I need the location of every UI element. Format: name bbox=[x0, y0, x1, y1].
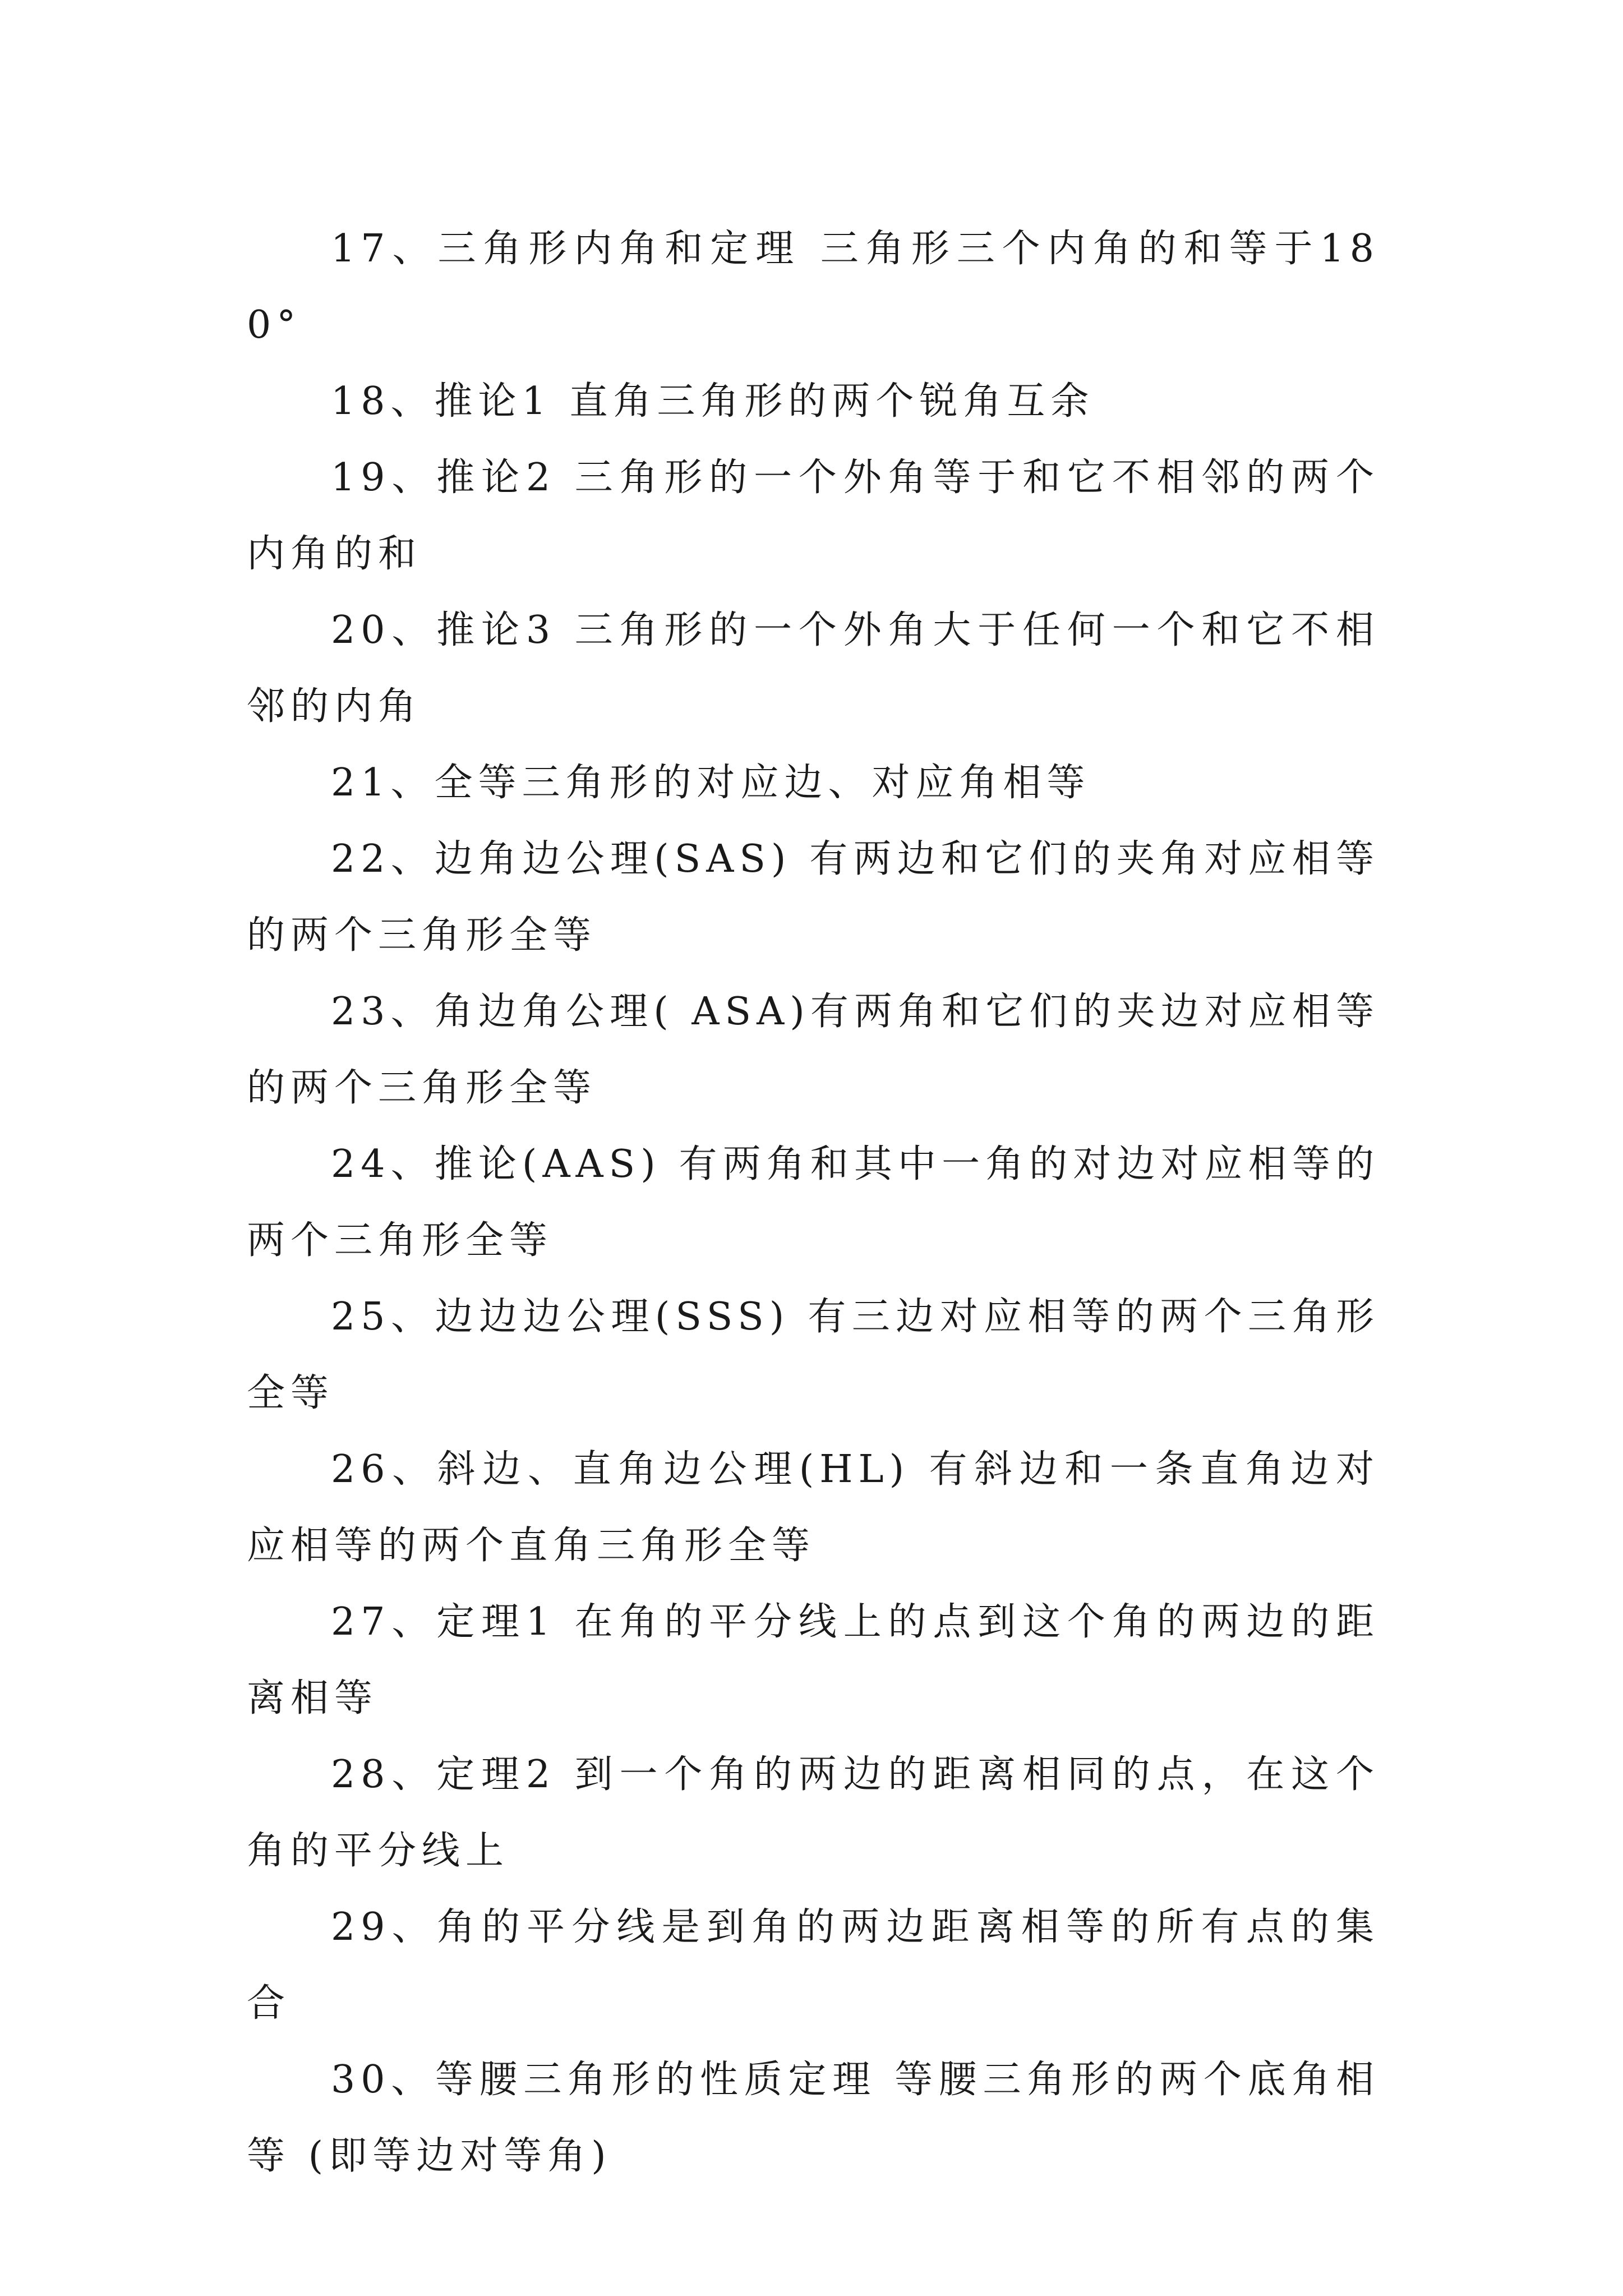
paragraph-18: 18、推论1 直角三角形的两个锐角互余 bbox=[331, 379, 1095, 424]
paragraph-30: 30、等腰三角形的性质定理 等腰三角形的两个底角相等 (即等边对等角) bbox=[247, 2058, 1380, 2178]
paragraph-17: 17、三角形内角和定理 三角形三个内角的和等于180° bbox=[247, 227, 1380, 347]
paragraph-19: 19、推论2 三角形的一个外角等于和它不相邻的两个内角的和 bbox=[247, 455, 1380, 576]
paragraph-28: 28、定理2 到一个角的两边的距离相同的点，在这个角的平分线上 bbox=[247, 1752, 1380, 1873]
paragraph-26: 26、斜边、直角边公理(HL) 有斜边和一条直角边对应相等的两个直角三角形全等 bbox=[247, 1447, 1380, 1568]
paragraph-29: 29、角的平分线是到角的两边距离相等的所有点的集合 bbox=[247, 1905, 1380, 2026]
paragraph-27: 27、定理1 在角的平分线上的点到这个角的两边的距离相等 bbox=[247, 1600, 1380, 1720]
paragraph-22: 22、边角边公理(SAS) 有两边和它们的夹角对应相等的两个三角形全等 bbox=[247, 837, 1380, 958]
paragraph-24: 24、推论(AAS) 有两角和其中一角的对边对应相等的两个三角形全等 bbox=[247, 1142, 1380, 1263]
paragraph-20: 20、推论3 三角形的一个外角大于任何一个和它不相邻的内角 bbox=[247, 608, 1380, 729]
paragraph-21: 21、全等三角形的对应边、对应角相等 bbox=[331, 761, 1091, 805]
paragraph-23: 23、角边角公理( ASA)有两角和它们的夹边对应相等的两个三角形全等 bbox=[247, 990, 1380, 1110]
paragraph-25: 25、边边边公理(SSS) 有三边对应相等的两个三角形全等 bbox=[247, 1295, 1380, 1415]
document-body bbox=[247, 211, 1380, 2194]
